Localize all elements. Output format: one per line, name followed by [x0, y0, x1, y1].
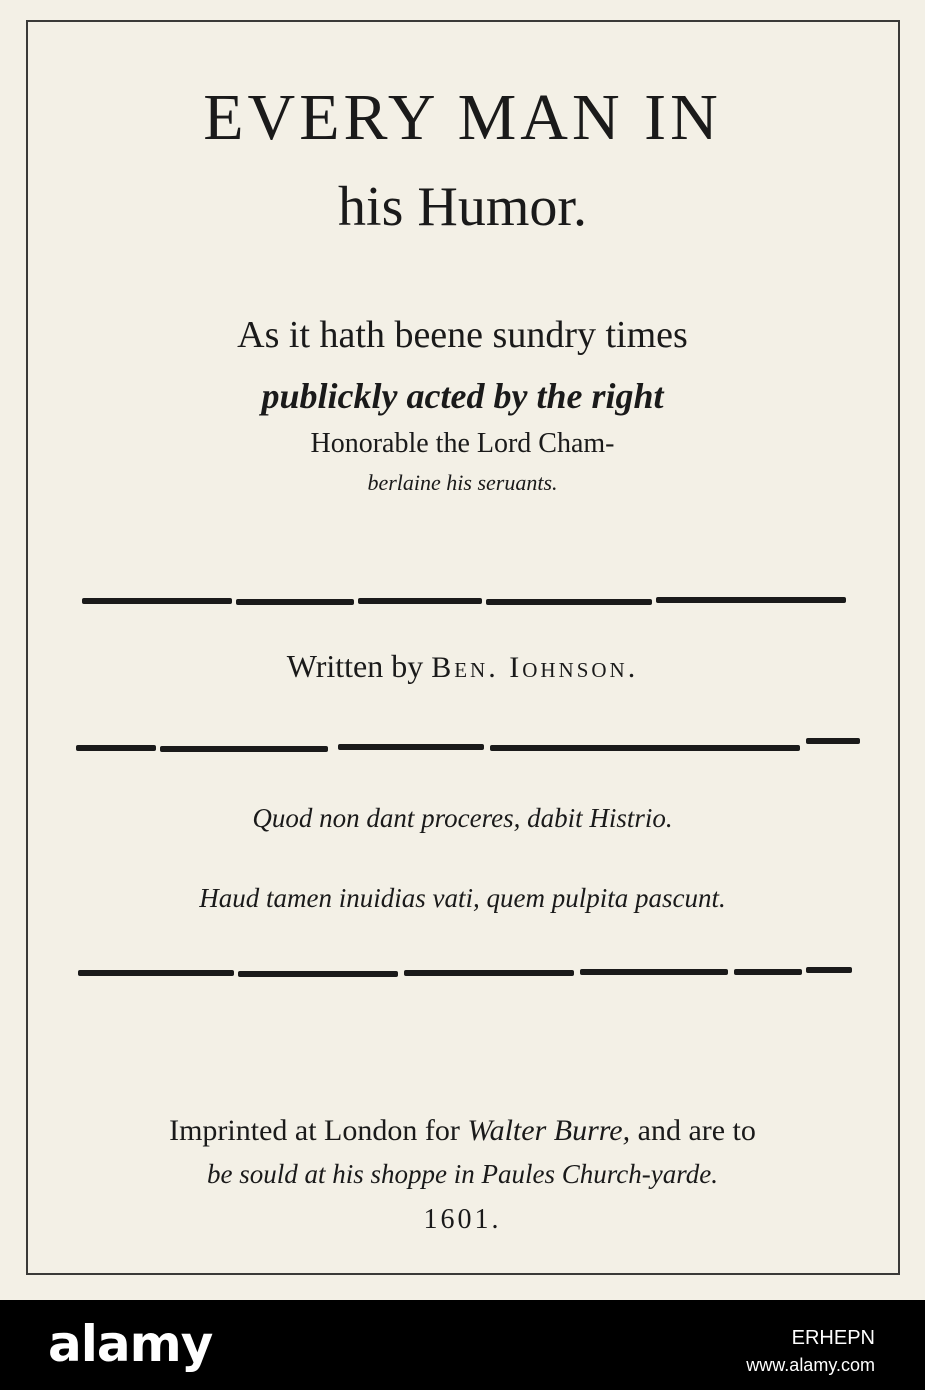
- imprint-line-2: be sould at his shoppe in Paules Church-yarde.: [207, 1159, 718, 1189]
- imprint-text-c: and are to: [637, 1114, 756, 1147]
- author-prefix: Written by: [286, 648, 424, 684]
- rule-segment: [486, 599, 652, 605]
- epigraph-line-1: Quod non dant proceres, dabit Histrio.: [252, 803, 673, 833]
- subtitle-line-4: berlaine his seruants.: [367, 470, 558, 495]
- rule-segment: [490, 745, 800, 751]
- rule-segment: [656, 597, 846, 603]
- imprint-text-a: Imprinted at London for: [169, 1114, 460, 1147]
- rule-segment: [338, 744, 484, 750]
- subtitle-line-2: publickly acted by the right: [261, 376, 664, 416]
- rule-segment: [404, 970, 574, 976]
- imprint-year: 1601.: [423, 1204, 502, 1235]
- title-line-1: EVERY MAN IN: [203, 81, 722, 154]
- imprint-publisher: Walter Burre,: [467, 1114, 631, 1147]
- brand-logo: alamy: [48, 1315, 213, 1373]
- rule-segment: [806, 738, 860, 744]
- imprint-line-1: [0, 1112, 925, 1150]
- rule-segment: [160, 746, 328, 752]
- subtitle-line-3: Honorable the Lord Cham-: [310, 428, 615, 459]
- rule-segment: [78, 970, 234, 976]
- rule-segment: [580, 969, 728, 975]
- rule-segment: [82, 598, 232, 604]
- rule-segment: [358, 598, 482, 604]
- author-name: Ben. Iohnson.: [431, 651, 639, 684]
- epigraph-line-2: Haud tamen inuidias vati, quem pulpita pascunt.: [199, 883, 726, 913]
- rule-segment: [806, 967, 852, 973]
- rule-segment: [76, 745, 156, 751]
- subtitle-line-1: As it hath beene sundry times: [237, 314, 688, 356]
- rule-segment: [238, 971, 398, 977]
- rule-segment: [734, 969, 802, 975]
- rule-segment: [236, 599, 354, 605]
- image-id: ERHEPN: [791, 1327, 875, 1349]
- title-line-2: his Humor.: [338, 176, 587, 238]
- footer-url: www.alamy.com: [746, 1355, 875, 1375]
- author-line: [0, 646, 925, 688]
